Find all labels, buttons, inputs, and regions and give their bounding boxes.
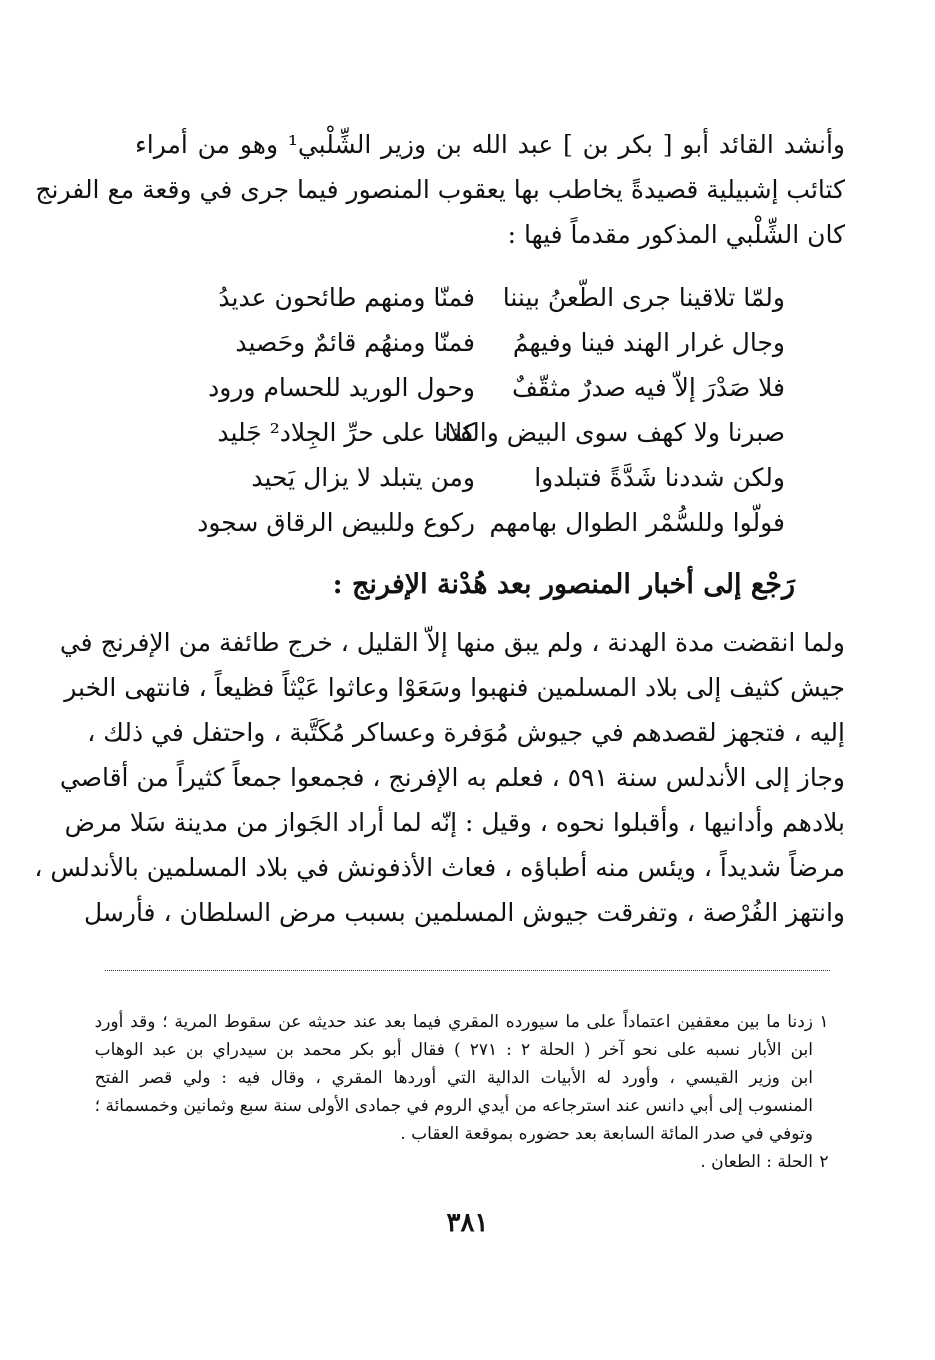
footnote-line: المنسوب إلى أبي دانس عند استرجاعه من أيدي الروم في جمادى الأولى سنة سبع وثمانين وخمسمائة ؛ <box>94 1096 813 1116</box>
verse-second-hemistich: وحول الوريد للحسام ورود <box>208 373 475 402</box>
verse-first-hemistich: وجال غرار الهند فينا وفيهمُ <box>512 328 785 357</box>
verse-first-hemistich: ولمّا تلاقينا جرى الطّعنُ بيننا <box>502 283 785 312</box>
body-paragraph <box>34 620 845 935</box>
footnote-line: ابن وزير القيسي ، وأورد له الأبيات الدالية التي أوردها المقري ، وقال فيه : ولي قصر الفتح <box>94 1068 813 1088</box>
footnote-text <box>115 1148 813 1176</box>
body-line: وجاز إلى الأندلس سنة ٥٩١ ، فعلم به الإفرنج ، فجمعوا جمعاً كثيراً من أقاصي <box>59 763 845 792</box>
footnotes <box>94 1008 835 1176</box>
intro-paragraph <box>35 122 845 257</box>
body-line: جيش كثيف إلى بلاد المسلمين فنهبوا وسَعَوْا وعاثوا عَيْثاً فظيعاً ، فانتهى الخبر <box>64 673 845 702</box>
poem-verse <box>185 320 785 365</box>
section-heading: رَجْع إلى أخبار المنصور بعد هُدْنة الإفرنج : <box>332 569 795 600</box>
footnote <box>115 1148 835 1176</box>
footnote <box>94 1008 835 1148</box>
intro-line: وأنشد القائد أبو [ بكر بن ] عبد الله بن وزير الشِّلْبي¹ وهو من أمراء <box>135 130 845 159</box>
body-line: مرضاً شديداً ، ويئس منه أطباؤه ، فعاث الأذفونش في بلاد المسلمين بالأندلس ، <box>34 853 845 882</box>
body-line: وانتهز الفُرْصة ، وتفرقت جيوش المسلمين بسبب مرض السلطان ، فأرسل <box>83 898 845 927</box>
footnote-line: وتوفي في صدر المائة السابعة بعد حضوره بموقعة العقاب . <box>400 1124 813 1144</box>
footnote-line: الحلة : الطعان . <box>700 1152 813 1172</box>
poem-verse <box>185 500 785 545</box>
intro-line: كتائب إشبيلية قصيدةً يخاطب بها يعقوب المنصور فيما جرى في وقعة مع الفرنج <box>35 175 845 204</box>
footnote-number: ٢ <box>819 1152 829 1172</box>
poem-verse <box>185 410 785 455</box>
verse-first-hemistich: ولكن شددنا شَدَّةً فتبلدوا <box>534 463 785 492</box>
body-line: إليه ، فتجهز لقصدهم في جيوش مُوَفرة وعساكر مُكَتَّبة ، واحتفل في ذلك ، <box>87 718 845 747</box>
intro-line: كان الشِّلْبي المذكور مقدماً فيها : <box>507 220 845 249</box>
poem-verse <box>185 275 785 320</box>
verse-second-hemistich: ومن يتبلد لا يزال يَحيد <box>251 463 475 492</box>
poem-verse <box>185 455 785 500</box>
poem <box>185 275 785 545</box>
body-line: بلادهم وأدانيها ، وأقبلوا نحوه ، وقيل : إنّه لما أراد الجَواز من مدينة سَلا مرض <box>64 808 845 837</box>
poem-verse <box>185 365 785 410</box>
verse-first-hemistich: صبرنا ولا كهف سوى البيض والقنا <box>444 418 785 447</box>
verse-second-hemistich: ركوع وللبيض الرقاق سجود <box>197 508 475 537</box>
footnote-text <box>95 1008 813 1148</box>
verse-second-hemistich: فمنّا ومنهم طائحون عديدُ <box>218 283 475 312</box>
verse-first-hemistich: فولّوا وللسُّمْر الطوال بهامهم <box>489 508 785 537</box>
body-line: ولما انقضت مدة الهدنة ، ولم يبق منها إلاّ القليل ، خرج طائفة من الإفرنج في <box>59 628 845 657</box>
verse-first-hemistich: فلا صَدْرَ إلاّ فيه صدرٌ مثقّفٌ <box>511 373 785 402</box>
footnote-number: ١ <box>819 1012 829 1032</box>
verse-second-hemistich: فمنّا ومنهُم قائمٌ وحَصيد <box>235 328 475 357</box>
page-number: ٣٨١ <box>446 1208 489 1238</box>
verse-second-hemistich: كلانا على حرِّ الجِلاد² جَليد <box>217 418 475 447</box>
footnote-separator <box>105 970 830 971</box>
footnote-line: ابن الأبار نسبه على نحو آخر ( الحلة ٢ : ٢٧١ ) فقال أبو بكر محمد بن سيدراي بن عبد الوهاب <box>94 1040 813 1060</box>
footnote-line: زدنا ما بين معقفين اعتماداً على ما سيورده المقري فيما بعد عند حديثه عن سقوط المرية ؛ وقد أورد <box>94 1012 813 1032</box>
